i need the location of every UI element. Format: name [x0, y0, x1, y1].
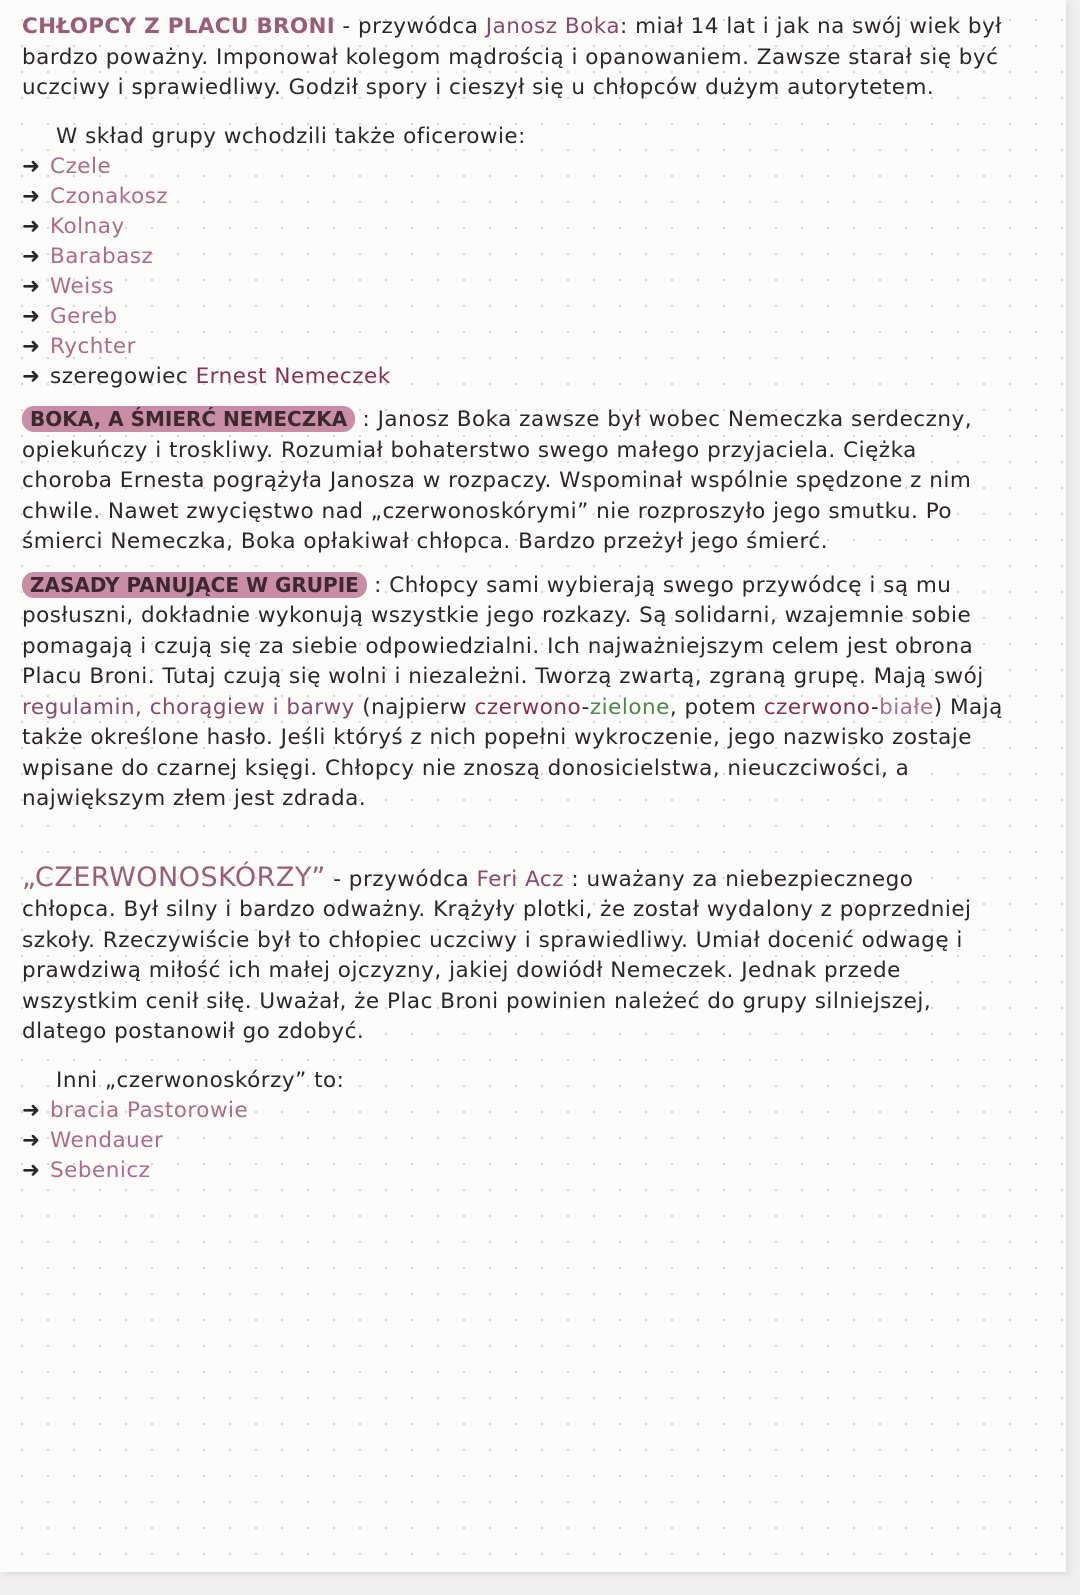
private-label: szeregowiec	[50, 364, 196, 389]
arrow-right-icon: ➜	[22, 274, 41, 299]
list-item-label: Weiss	[50, 274, 115, 299]
list-item-label: Wendauer	[50, 1128, 164, 1153]
rules-regulamin: regulamin, chorągiew i barwy	[22, 694, 355, 720]
dash: -	[870, 694, 880, 720]
list-item	[22, 1096, 1012, 1126]
rules-text-a: : Chłopcy sami wybierają swego przywódcę i są mu posłuszni, dokładnie wykonują wszystkie jego rozkazy. Są solidarni, wzajemnie sobie pomagają i czują się za siebie odpowiedzialni. Ich najważniejszym celem jest obrona Placu Broni. Tutaj czują się wolni i niezależni. Tworzą zwartą, zgraną grupę. Mają swój	[22, 572, 984, 689]
section-redskins	[22, 863, 1012, 1048]
private-list	[22, 362, 1012, 392]
list-item-label: Gereb	[50, 304, 118, 329]
list-item	[22, 362, 1012, 392]
arrow-right-icon: ➜	[22, 1158, 41, 1183]
list-item-label: Czele	[50, 154, 112, 179]
list-item	[22, 1156, 1012, 1186]
rules-text-c: , potem	[669, 694, 764, 720]
list-item	[22, 1126, 1012, 1156]
leader-name: Janosz Boka	[485, 14, 621, 39]
color-green: zielone	[589, 694, 670, 720]
section-body: : Janosz Boka zawsze był wobec Nemeczka serdeczny, opiekuńczy i troskliwy. Rozumiał bohaterstwo swego małego przyjaciela. Ciężka choroba Ernesta pogrążyła Janosza w rozpaczy. Wspominał wspólnie spędzone z nim chwile. Nawet zwycięstwo nad „czerwonoskórymi” nie rozproszyło jego smutku. Po śmierci Nemeczka, Boka opłakiwał chłopca. Bardzo przeżył jego śmierć.	[22, 407, 973, 554]
list-item-label: Rychter	[50, 334, 136, 359]
officers-list	[22, 152, 1012, 362]
arrow-right-icon: ➜	[22, 1098, 41, 1123]
section-heading: BOKA, A ŚMIERĆ NEMECZKA	[22, 406, 355, 432]
section-group-rules	[22, 570, 1012, 815]
list-item	[22, 212, 1012, 242]
rules-text-b: (najpierw	[354, 694, 475, 720]
list-item	[22, 302, 1012, 332]
section-boys-intro	[22, 12, 1012, 104]
list-item	[22, 272, 1012, 302]
color-red-1: czerwono	[474, 694, 582, 720]
color-red-2: czerwono	[763, 694, 871, 720]
section-heading: CHŁOPCY Z PLACU BRONI	[22, 14, 336, 39]
rules-text-d: ) Mają także określone hasło. Jeśli któryś z nich popełni wykroczenie, jego nazwisko zostaje wpisane do czarnej księgi. Chłopcy nie znoszą donosicielstwa, nieuczciwości, a największym złem jest zdrada.	[22, 694, 1003, 811]
private-name: Ernest Nemeczek	[195, 364, 391, 389]
list-item-label: Czonakosz	[50, 184, 169, 209]
list-item-label: Barabasz	[50, 244, 154, 269]
leader-prefix: - przywódca	[325, 866, 477, 892]
dash: -	[581, 694, 590, 720]
arrow-right-icon: ➜	[22, 304, 41, 329]
section-body: : uważany za niebezpiecznego chłopca. Był silny i bardzo odważny. Krążyły plotki, że został wydalony z poprzedniej szkoły. Rzeczywiście był to chłopiec uczciwy i sprawiedliwy. Umiał docenić odwagę i prawdziwą miłość ich małej ojczyzny, jakiej dowiódł Nemeczek. Jednak przede wszystkim cenił siłę. Uważał, że Plac Broni powinien należeć do grupy silniejszej, dlatego postanowił go zdobyć.	[22, 866, 972, 1044]
list-item	[22, 242, 1012, 272]
leader-name: Feri Acz	[476, 866, 565, 892]
notes-content	[22, 12, 1012, 1186]
list-item-label: bracia Pastorowie	[50, 1098, 249, 1123]
color-white: białe	[879, 694, 934, 720]
redskins-list	[22, 1096, 1012, 1186]
arrow-right-icon: ➜	[22, 214, 41, 239]
list-item	[22, 152, 1012, 182]
leader-prefix: - przywódca	[335, 14, 486, 39]
list-item-label: Sebenicz	[50, 1158, 151, 1183]
others-intro: Inni „czerwonoskórzy” to:	[56, 1067, 345, 1093]
arrow-right-icon: ➜	[22, 364, 41, 389]
arrow-right-icon: ➜	[22, 334, 41, 359]
list-item	[22, 332, 1012, 362]
arrow-right-icon: ➜	[22, 244, 41, 269]
section-heading: „CZERWONOSKÓRZY”	[22, 861, 326, 893]
list-item-label: Kolnay	[50, 214, 125, 239]
section-boka-death	[22, 404, 1012, 558]
arrow-right-icon: ➜	[22, 184, 41, 209]
arrow-right-icon: ➜	[22, 1128, 41, 1153]
section-body: : miał 14 lat i jak na swój wiek był bardzo poważny. Imponował kolegom mądrością i opanowaniem. Zawsze starał się być uczciwy i sprawiedliwy. Godził spory i cieszył się u chłopców dużym autorytetem.	[22, 14, 1002, 100]
list-item	[22, 182, 1012, 212]
officers-intro: W skład grupy wchodzili także oficerowie:	[56, 123, 526, 149]
arrow-right-icon: ➜	[22, 154, 41, 179]
section-heading: ZASADY PANUJĄCE W GRUPIE	[22, 572, 367, 598]
